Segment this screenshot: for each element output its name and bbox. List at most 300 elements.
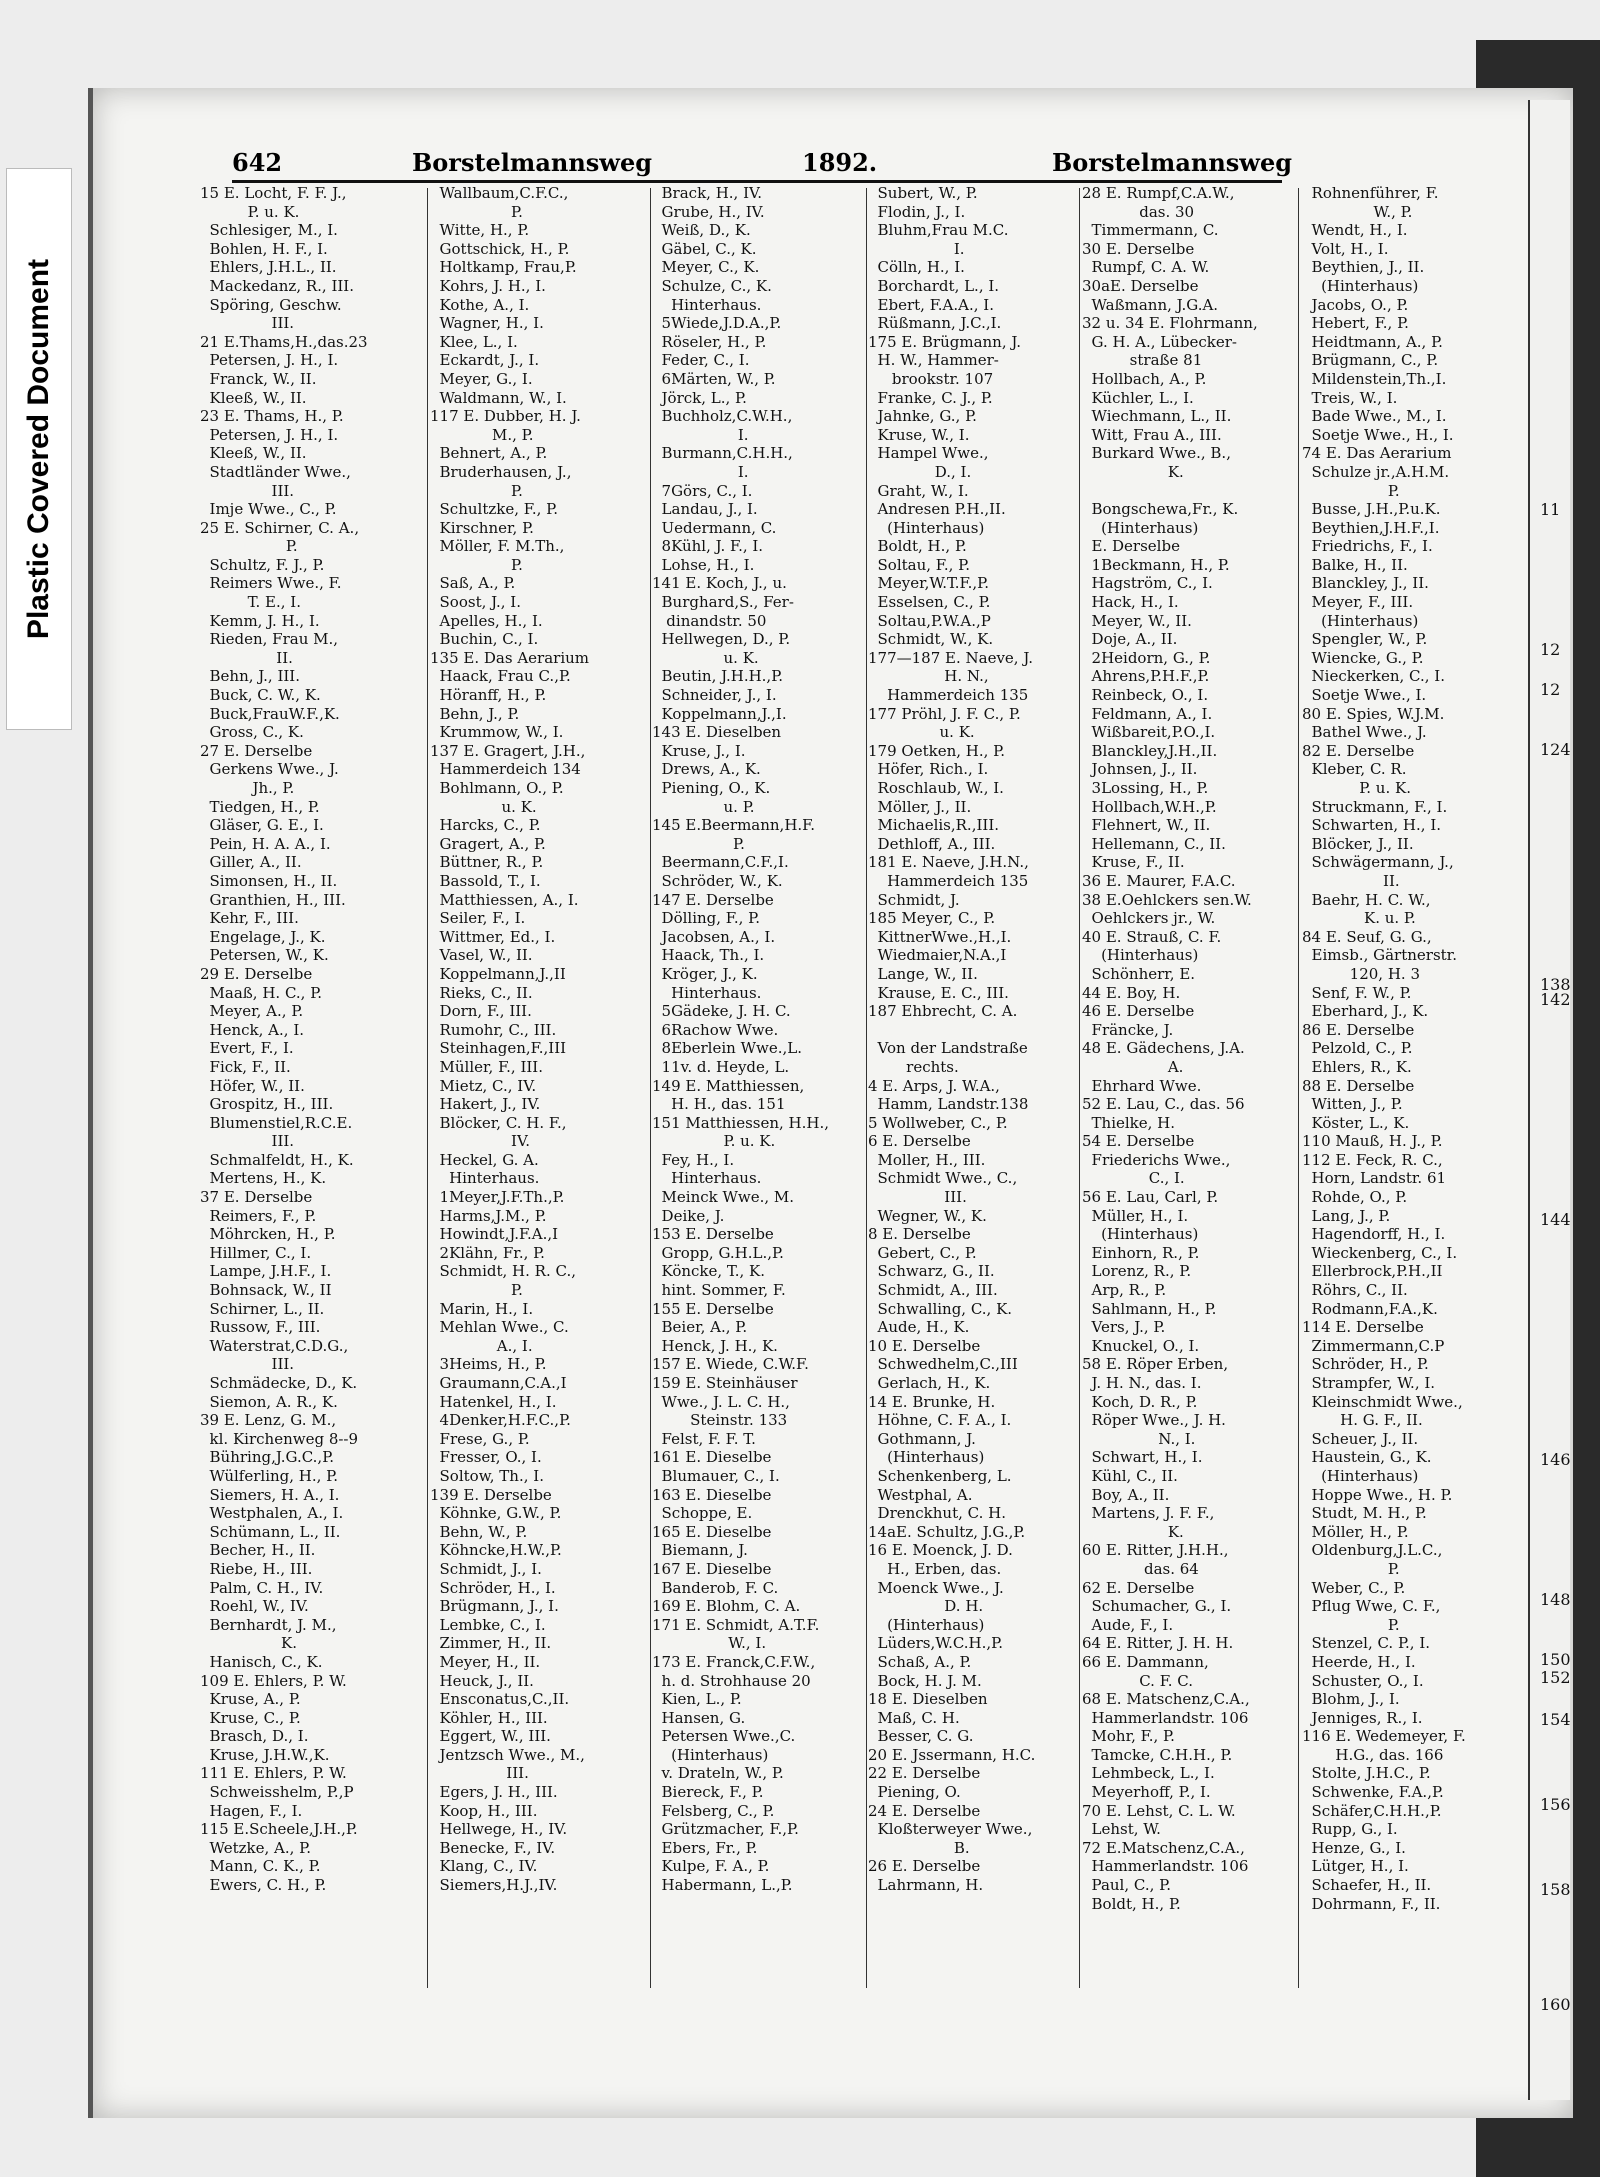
directory-entry: Michaelis,R.,III. [868, 816, 1000, 835]
directory-entry: Schwarz, G., II. [868, 1262, 995, 1281]
directory-entry: KittnerWwe.,H.,I. [868, 927, 1012, 946]
directory-entry: Einhorn, R., P. [1082, 1243, 1200, 1262]
directory-entry: P. [200, 537, 298, 556]
directory-entry: straße 81 [1082, 351, 1203, 370]
directory-entry: Schröder, W., K. [652, 871, 783, 890]
directory-entry: Blumenstiel,R.C.E. [200, 1113, 353, 1132]
directory-entry: Arp, R., P. [1082, 1281, 1167, 1300]
directory-entry: Hatenkel, H., I. [430, 1392, 557, 1411]
directory-entry: 8 E. Derselbe [868, 1225, 971, 1244]
edge-number: 142 [1540, 990, 1571, 1009]
directory-entry: Möller, J., II. [868, 797, 972, 816]
directory-entry: Spengler, W., P. [1302, 630, 1428, 649]
directory-entry: Köhnke, G.W., P. [430, 1504, 562, 1523]
directory-entry: 28 E. Rumpf,C.A.W., [1082, 184, 1235, 202]
directory-entry: Pein, H. A. A., I. [200, 834, 331, 853]
directory-entry: 22 E. Derselbe [868, 1764, 981, 1783]
directory-entry: 70 E. Lehst, C. L. W. [1082, 1801, 1236, 1820]
directory-entry: Meyer, G., I. [430, 369, 533, 388]
directory-entry: Schultz, F. J., P. [200, 555, 325, 574]
directory-entry: Siemers, H. A., I. [200, 1485, 340, 1504]
directory-entry: Lehmbeck, L., I. [1082, 1764, 1215, 1783]
directory-entry: Hagström, C., I. [1082, 574, 1213, 593]
directory-entry: Drenckhut, C. H. [868, 1504, 1006, 1523]
directory-entry: 139 E. Derselbe [430, 1485, 552, 1504]
directory-entry: Ehrhard Wwe. [1082, 1076, 1202, 1095]
directory-entry: P. [1302, 1559, 1400, 1578]
directory-entry: H. H., das. 151 [652, 1095, 786, 1114]
directory-entry: Zimmermann,C.P [1302, 1336, 1445, 1355]
directory-entry: Kleinschmidt Wwe., [1302, 1392, 1463, 1411]
directory-entry: 137 E. Gragert, J.H., [430, 741, 586, 760]
directory-entry: 155 E. Derselbe [652, 1299, 774, 1318]
directory-entry: Maaß, H. C., P. [200, 983, 323, 1002]
directory-entry: (Hinterhaus) [868, 1615, 985, 1634]
directory-entry: rechts. [868, 1057, 959, 1076]
directory-entry: Mildenstein,Th.,I. [1302, 369, 1447, 388]
directory-entry: 58 E. Röper Erben, [1082, 1355, 1229, 1374]
directory-entry: Giller, A., II. [200, 853, 302, 872]
directory-entry: Jh., P. [200, 779, 295, 797]
directory-entry: Rodmann,F.A.,K. [1302, 1299, 1438, 1318]
directory-entry: K. [1082, 1522, 1184, 1541]
directory-entry: Banderob, F. C. [652, 1578, 779, 1597]
directory-entry: 5Wiede,J.D.A.,P. [652, 314, 782, 333]
directory-entry: (Hinterhaus) [868, 518, 985, 537]
directory-entry: 56 E. Lau, Carl, P. [1082, 1188, 1219, 1207]
directory-entry: 173 E. Franck,C.F.W., [652, 1652, 816, 1671]
directory-entry: Gäbel, C., K. [652, 239, 757, 258]
column-divider [866, 188, 867, 1988]
directory-entry: H.G., das. 166 [1302, 1745, 1444, 1764]
directory-entry: 25 E. Schirner, C. A., [200, 518, 360, 537]
directory-entry: (Hinterhaus) [1302, 276, 1419, 295]
directory-entry: Zimmer, H., II. [430, 1634, 552, 1653]
directory-entry: Lehst, W. [1082, 1820, 1161, 1839]
directory-entry: Reinbeck, O., I. [1082, 686, 1209, 705]
directory-entry: Harcks, C., P. [430, 816, 541, 835]
directory-entry: Burghard,S., Fer- [652, 593, 794, 612]
directory-entry: Möhrcken, H., P. [200, 1225, 336, 1244]
directory-entry: P. u. K. [1302, 779, 1411, 797]
directory-entry: Horn, Landstr. 61 [1302, 1169, 1447, 1188]
directory-entry: 14 E. Brunke, H. [868, 1392, 996, 1411]
directory-entry: Möller, H., P. [1302, 1522, 1409, 1541]
directory-entry: Lahrmann, H. [868, 1876, 984, 1895]
directory-entry: 23 E. Thams, H., P. [200, 407, 344, 426]
directory-entry: 175 E. Brügmann, J. [868, 332, 1021, 351]
directory-entry: Jacobs, O., P. [1302, 295, 1409, 314]
directory-entry: Köhler, H., III. [430, 1708, 548, 1727]
directory-entry: 86 E. Derselbe [1302, 1020, 1415, 1039]
directory-entry: Hellemann, C., II. [1082, 834, 1226, 853]
directory-entry: 163 E. Dieselbe [652, 1485, 772, 1504]
directory-entry: Heerde, H., I. [1302, 1652, 1416, 1671]
directory-entry: Studt, M. H., P. [1302, 1504, 1427, 1523]
directory-entry: hint. Sommer, F. [652, 1281, 786, 1300]
directory-entry: Haack, Frau C.,P. [430, 667, 571, 686]
directory-entry: dinandstr. 50 [652, 611, 767, 630]
directory-entry: Timmermann, C. [1082, 221, 1219, 240]
directory-entry: 115 E.Scheele,J.H.,P. [200, 1820, 358, 1839]
directory-entry: Deike, J. [652, 1206, 725, 1225]
street-title-right: Borstelmannsweg [1052, 148, 1292, 177]
directory-entry: Dorn, F., III. [430, 1002, 532, 1021]
directory-entry: Eckardt, J., I. [430, 351, 540, 370]
directory-entry: Piening, O. [868, 1783, 961, 1802]
directory-entry: G. H. A., Lübecker- [1082, 332, 1237, 351]
directory-entry: Blanckley, J., II. [1302, 574, 1429, 593]
directory-entry: 68 E. Matschenz,C.A., [1082, 1690, 1250, 1709]
directory-entry: Schmidt, J. [868, 890, 960, 909]
directory-entry: Grospitz, H., III. [200, 1095, 334, 1114]
directory-entry: 179 Oetken, H., P. [868, 741, 1005, 760]
directory-entry: Küchler, L., I. [1082, 388, 1194, 407]
directory-entry: Burkard Wwe., B., [1082, 444, 1231, 463]
directory-entry: Lange, W., II. [868, 964, 978, 983]
directory-entry: u. P. [652, 797, 755, 816]
directory-entry: Hollbach, A., P. [1082, 369, 1207, 388]
directory-entry: 117 E. Dubber, H. J. [430, 407, 581, 426]
directory-entry: Vasel, W., II. [430, 946, 533, 965]
directory-entry: 143 E. Dieselben [652, 723, 782, 742]
directory-entry: D. H. [868, 1597, 984, 1616]
directory-entry: Koppelmann,J.,II [430, 964, 566, 983]
directory-entry: N., I. [1082, 1429, 1196, 1448]
directory-entry: W., P. [1302, 202, 1413, 221]
edge-number: 154 [1540, 1710, 1571, 1729]
directory-entry: Witten, J., P. [1302, 1095, 1403, 1114]
directory-entry: Behn, J., III. [200, 667, 300, 686]
directory-entry: Meyerhoff, P., I. [1082, 1783, 1211, 1802]
directory-entry: 46 E. Derselbe [1082, 1002, 1195, 1021]
directory-entry: Brack, H., IV. [652, 184, 762, 202]
directory-entry: 161 E. Dieselbe [652, 1448, 772, 1467]
directory-entry: 4Denker,H.F.C.,P. [430, 1411, 571, 1430]
directory-entry: Haustein, G., K. [1302, 1448, 1432, 1467]
directory-entry: Siemon, A. R., K. [200, 1392, 338, 1411]
directory-entry: Kruse, J., I. [652, 741, 746, 760]
directory-entry: Meinck Wwe., M. [652, 1188, 795, 1207]
directory-entry: I. [868, 239, 965, 258]
directory-entry: das. 64 [1082, 1559, 1199, 1578]
plastic-covered-label-text: Plastic Covered Document [22, 258, 55, 640]
directory-entry: Hammerlandstr. 106 [1082, 1708, 1249, 1727]
column-divider [650, 188, 651, 1988]
year-label: 1892. [802, 148, 878, 177]
directory-entry: 84 E. Seuf, G. G., [1302, 927, 1432, 946]
directory-entry: Reimers Wwe., F. [200, 574, 342, 593]
directory-entry: Biemann, J. [652, 1541, 748, 1560]
directory-entry: Harms,J.M., P. [430, 1206, 547, 1225]
directory-entry: Buck,FrauW.F.,K. [200, 704, 340, 723]
directory-entry: Krummow, W., I. [430, 723, 564, 742]
edge-number: 138 [1540, 975, 1571, 994]
directory-entry: 10 E. Derselbe [868, 1336, 981, 1355]
directory-entry: Franck, W., II. [200, 369, 317, 388]
directory-entry: Steinstr. 133 [652, 1411, 788, 1430]
directory-entry: Höfer, Rich., I. [868, 760, 989, 779]
directory-entry: Hammerlandstr. 106 [1082, 1857, 1249, 1876]
directory-entry: Ehlers, R., K. [1302, 1057, 1412, 1076]
directory-entry: Schlesiger, M., I. [200, 221, 338, 240]
directory-column-2 [430, 184, 630, 2004]
directory-entry: Schuster, O., I. [1302, 1671, 1424, 1690]
directory-entry: 64 E. Ritter, J. H. H. [1082, 1634, 1234, 1653]
directory-entry: Soost, J., I. [430, 593, 521, 612]
directory-entry: Lampe, J.H.F., I. [200, 1262, 332, 1281]
directory-entry: Beermann,C.F.,I. [652, 853, 789, 872]
directory-entry: Gragert, A., P. [430, 834, 546, 853]
directory-entry: Baehr, H. C. W., [1302, 890, 1431, 909]
directory-entry: Siemers,H.J.,IV. [430, 1876, 558, 1895]
directory-entry: Kehr, F., III. [200, 909, 299, 928]
directory-entry: Scheuer, J., II. [1302, 1429, 1419, 1448]
directory-entry: Waterstrat,C.D.G., [200, 1336, 349, 1355]
directory-entry: 110 Mauß, H. J., P. [1302, 1132, 1443, 1151]
directory-entry: 135 E. Das Aerarium [430, 648, 589, 667]
directory-entry: Waßmann, J.G.A. [1082, 295, 1219, 314]
directory-entry: A. [1082, 1057, 1184, 1076]
directory-entry: Dohrmann, F., II. [1302, 1894, 1441, 1913]
directory-entry: Henze, G., I. [1302, 1838, 1406, 1857]
directory-entry: Röhrs, C., II. [1302, 1281, 1408, 1300]
directory-entry: Doje, A., II. [1082, 630, 1178, 649]
directory-entry: J. H. N., das. I. [1082, 1374, 1202, 1392]
directory-entry: Kemm, J. H., I. [200, 611, 320, 630]
directory-entry: 29 E. Derselbe [200, 964, 313, 983]
directory-entry: Behn, J., P. [430, 704, 520, 723]
directory-entry: Kruse, W., I. [868, 425, 970, 444]
directory-entry: Nieckerken, C., I. [1302, 667, 1445, 686]
directory-entry: Boldt, H., P. [1082, 1894, 1181, 1913]
directory-entry: Dethloff, A., III. [868, 834, 996, 853]
directory-entry: 30 E. Derselbe [1082, 239, 1195, 258]
directory-entry: Rüßmann, J.C.,I. [868, 314, 1002, 333]
directory-entry: Schneider, J., I. [652, 686, 777, 705]
directory-entry: Aude, F., I. [1082, 1615, 1174, 1634]
directory-entry: I. [652, 425, 749, 444]
directory-entry: 3Lossing, H., P. [1082, 779, 1209, 797]
directory-entry: IV. [430, 1132, 530, 1151]
directory-entry: Stolte, J.H.C., P. [1302, 1764, 1431, 1783]
directory-entry: Feldmann, A., I. [1082, 704, 1213, 723]
directory-entry: Beythien,J.H.F.,I. [1302, 518, 1440, 537]
directory-entry: Schwägermann, J., [1302, 853, 1454, 872]
directory-entry: Burmann,C.H.H., [652, 444, 793, 463]
directory-entry: Klee, L., I. [430, 332, 518, 351]
directory-entry: Aude, H., K. [868, 1318, 970, 1337]
directory-entry: P. [1302, 481, 1400, 500]
directory-entry: Soetje Wwe., H., I. [1302, 425, 1454, 444]
directory-entry: Henck, A., I. [200, 1020, 305, 1039]
directory-entry: Weber, C., P. [1302, 1578, 1406, 1597]
directory-column-4 [868, 184, 1068, 2004]
directory-entry: Egers, J. H., III. [430, 1783, 558, 1802]
directory-entry: Landau, J., I. [652, 500, 758, 519]
directory-entry: 88 E. Derselbe [1302, 1076, 1415, 1095]
directory-entry: Buchin, C., I. [430, 630, 539, 649]
directory-entry: 66 E. Dammann, [1082, 1652, 1209, 1671]
directory-entry: Balke, H., II. [1302, 555, 1408, 574]
directory-entry: 120, H. 3 [1302, 964, 1421, 983]
directory-entry: 2Heidorn, G., P. [1082, 648, 1211, 667]
directory-entry: B. [868, 1838, 970, 1857]
directory-entry: Wittmer, Ed., I. [430, 927, 556, 946]
directory-entry: Haack, Th., I. [652, 946, 765, 965]
directory-entry: 141 E. Koch, J., u. [652, 574, 787, 593]
directory-entry: Schaß, A., P. [868, 1652, 972, 1671]
directory-entry: Möller, F. M.Th., [430, 537, 565, 556]
directory-entry: Hagen, F., I. [200, 1801, 303, 1820]
directory-entry: 21 E.Thams,H.,das.23 [200, 332, 368, 351]
directory-entry: kl. Kirchenweg 8--9 [200, 1429, 359, 1448]
directory-entry: Bassold, T., I. [430, 871, 541, 890]
directory-entry: Blohm, J., I. [1302, 1690, 1400, 1709]
directory-entry: Hinterhaus. [652, 983, 762, 1002]
directory-entry: Behn, W., P. [430, 1522, 528, 1541]
directory-entry: Jörck, L., P. [652, 388, 747, 407]
directory-entry: Wiencke, G., P. [1302, 648, 1424, 667]
directory-entry: Buchholz,C.W.H., [652, 407, 793, 426]
edge-number: 12 [1540, 640, 1561, 659]
directory-entry: Schönherr, E. [1082, 964, 1196, 983]
directory-entry: Franke, C. J., P. [868, 388, 993, 407]
directory-entry: Borchardt, L., I. [868, 276, 1000, 295]
directory-entry: v. Drateln, W., P. [652, 1764, 784, 1783]
directory-entry: 159 E. Steinhäuser [652, 1374, 798, 1392]
directory-entry: (Hinterhaus) [1302, 611, 1419, 630]
directory-entry: 8Eberlein Wwe.,L. [652, 1039, 802, 1058]
directory-entry: Hagendorff, H., I. [1302, 1225, 1446, 1244]
directory-entry: 44 E. Boy, H. [1082, 983, 1181, 1002]
directory-entry: Ellerbrock,P.H.,II [1302, 1262, 1443, 1281]
directory-entry: Kleeß, W., II. [200, 444, 307, 463]
directory-entry: Meyer,W.T.F.,P. [868, 574, 989, 593]
directory-entry: Höhne, C. F. A., I. [868, 1411, 1012, 1430]
directory-entry: 26 E. Derselbe [868, 1857, 981, 1876]
directory-column-5 [1082, 184, 1282, 2004]
directory-entry: 165 E. Dieselbe [652, 1522, 772, 1541]
directory-entry: III. [430, 1764, 529, 1783]
directory-entry: Brügmann, J., I. [430, 1597, 559, 1616]
directory-entry: Becher, H., II. [200, 1541, 316, 1560]
directory-entry: Büttner, R., P. [430, 853, 544, 872]
directory-entry: Evert, F., I. [200, 1039, 294, 1058]
directory-entry: Apelles, H., I. [430, 611, 543, 630]
directory-entry: 36 E. Maurer, F.A.C. [1082, 871, 1236, 890]
directory-entry: Beutin, J.H.H.,P. [652, 667, 784, 686]
directory-entry: u. K. [430, 797, 537, 816]
directory-entry: Grützmacher, F.,P. [652, 1820, 799, 1839]
directory-entry: Heckel, G. A. [430, 1150, 539, 1169]
directory-entry: 20 E. Jssermann, H.C. [868, 1745, 1036, 1764]
directory-entry: Pflug Wwe, C. F., [1302, 1597, 1441, 1616]
directory-entry: III. [200, 1132, 295, 1151]
directory-entry: M., P. [430, 425, 534, 444]
directory-entry: Hinterhaus. [652, 1169, 762, 1188]
directory-entry: Soltau, F., P. [868, 555, 971, 574]
directory-column-6 [1302, 184, 1502, 2004]
directory-entry: Bathel Wwe., J. [1302, 723, 1427, 742]
plastic-covered-label [6, 168, 72, 730]
directory-entry: Hack, H., I. [1082, 593, 1179, 612]
directory-entry: P. [430, 555, 523, 574]
directory-entry: Wetzke, A., P. [200, 1838, 311, 1857]
directory-entry: Stadtländer Wwe., [200, 462, 351, 481]
directory-entry: 169 E. Blohm, C. A. [652, 1597, 801, 1616]
directory-entry: Schümann, L., II. [200, 1522, 341, 1541]
directory-entry: Bade Wwe., M., I. [1302, 407, 1447, 426]
directory-entry: Bernhardt, J. M., [200, 1615, 337, 1634]
directory-entry: 157 E. Wiede, C.W.F. [652, 1355, 809, 1374]
directory-entry: 8Kühl, J. F., I. [652, 537, 764, 556]
directory-entry: 171 E. Schmidt, A.T.F. [652, 1615, 820, 1634]
directory-entry: (Hinterhaus) [1082, 946, 1199, 965]
directory-entry: Stenzel, C. P., I. [1302, 1634, 1431, 1653]
directory-entry: 3Heims, H., P. [430, 1355, 547, 1374]
directory-entry: Schmidt, H. R. C., [430, 1262, 576, 1281]
directory-entry: Rohnenführer, F. [1302, 184, 1439, 202]
directory-entry: 32 u. 34 E. Flohrmann, [1082, 314, 1258, 333]
directory-entry: Schumacher, G., I. [1082, 1597, 1232, 1616]
directory-entry: Boy, A., II. [1082, 1485, 1170, 1504]
directory-entry: 82 E. Derselbe [1302, 741, 1415, 760]
directory-entry: Vers, J., P. [1082, 1318, 1166, 1337]
directory-entry: Schwart, H., I. [1082, 1448, 1203, 1467]
directory-entry: Oehlckers jr., W. [1082, 909, 1216, 928]
directory-entry: Petersen, W., K. [200, 946, 329, 965]
directory-entry: Westphalen, A., I. [200, 1504, 344, 1523]
directory-entry: 27 E. Derselbe [200, 741, 313, 760]
edge-number: 156 [1540, 1795, 1571, 1814]
directory-entry: Mietz, C., IV. [430, 1076, 537, 1095]
directory-entry: Graumann,C.A.,I [430, 1374, 567, 1392]
edge-number: 158 [1540, 1880, 1571, 1899]
directory-entry: Kleber, C. R. [1302, 760, 1407, 779]
directory-entry: 72 E.Matschenz,C.A., [1082, 1838, 1245, 1857]
edge-number: 144 [1540, 1210, 1571, 1229]
directory-entry: II. [1302, 871, 1400, 890]
directory-entry: 15 E. Locht, F. F. J., [200, 184, 347, 202]
directory-entry: Kröger, J., K. [652, 964, 758, 983]
directory-entry: Grube, H., IV. [652, 202, 765, 221]
directory-entry: Schmidt, A., III. [868, 1281, 998, 1300]
directory-entry: Petersen Wwe.,C. [652, 1727, 796, 1746]
directory-entry: 167 E. Dieselbe [652, 1559, 772, 1578]
directory-entry: Schulze, C., K. [652, 276, 772, 295]
directory-entry: Wallbaum,C.F.C., [430, 184, 569, 202]
directory-entry: Schoppe, E. [652, 1504, 753, 1523]
directory-entry: 54 E. Derselbe [1082, 1132, 1195, 1151]
directory-entry: Schäfer,C.H.H.,P. [1302, 1801, 1442, 1820]
directory-entry: Schenkenberg, L. [868, 1466, 1012, 1485]
directory-entry: Thielke, H. [1082, 1113, 1176, 1132]
directory-entry: Ahrens,P.H.F.,P. [1082, 667, 1210, 686]
directory-entry: Schaefer, H., II. [1302, 1876, 1432, 1895]
directory-entry: (Hinterhaus) [1302, 1466, 1419, 1485]
directory-entry: Schulze jr.,A.H.M. [1302, 462, 1450, 481]
directory-entry: Wagner, H., I. [430, 314, 544, 333]
directory-entry: Pelzold, C., P. [1302, 1039, 1413, 1058]
directory-entry: Bock, H. J. M. [868, 1671, 982, 1690]
directory-entry: Lang, J., P. [1302, 1206, 1391, 1225]
directory-entry: Benecke, F., IV. [430, 1838, 556, 1857]
directory-entry: Bluhm,Frau M.C. [868, 221, 1009, 240]
directory-entry: Hammerdeich 135 [868, 871, 1029, 890]
directory-entry: 5Gädeke, J. H. C. [652, 1002, 791, 1021]
directory-entry: u. K. [868, 723, 975, 742]
